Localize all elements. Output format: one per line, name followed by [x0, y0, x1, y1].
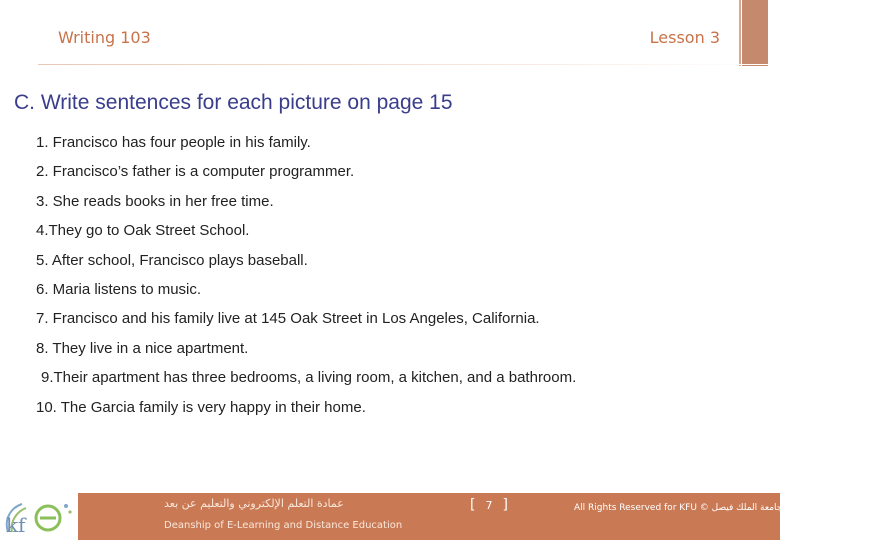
footer-rights: All Rights Reserved for KFU © جميع الحقوق محفوظة لجامعة الملك فيصل: [574, 503, 871, 513]
list-item: 2. Francisco’s father is a computer programmer.: [36, 163, 355, 181]
footer-arabic-deanship: عمادة التعلم الإلكتروني والتعليم عن بعد: [164, 497, 344, 510]
kfu-logo-graphic: [0, 492, 76, 538]
svg-text:f: f: [18, 513, 26, 537]
sentence-list: [36, 132, 576, 426]
list-item: 8. They live in a nice apartment.: [36, 339, 249, 357]
footer-bar: [78, 493, 871, 540]
list-item: 7. Francisco and his family live at 145 Oak Street in Los Angeles, California.: [36, 310, 540, 328]
slide-title: C. Write sentences for each picture on page 15: [14, 91, 453, 114]
footer-deanship: Deanship of E-Learning and Distance Education: [164, 520, 403, 531]
svg-text:k: k: [6, 513, 19, 537]
kfu-logo-icon: [0, 492, 76, 538]
list-item: 1. Francisco has four people in his family.: [36, 134, 311, 151]
list-item: 6. Maria listens to music.: [36, 280, 202, 298]
list-item: 3. She reads books in her free time.: [36, 192, 274, 210]
lesson-label: Lesson 3: [649, 28, 720, 47]
list-item: 4.They go to Oak Street School.: [36, 222, 250, 240]
list-item: 10. The Garcia family is very happy in their home.: [36, 398, 366, 416]
corner-accent-bar: [742, 0, 768, 66]
list-item: 5. After school, Francisco plays baseball.: [36, 251, 308, 269]
page-number: [ 7 ]: [470, 499, 508, 515]
header-divider: [38, 64, 768, 65]
course-title: Writing 103: [58, 28, 151, 47]
list-item: 9.Their apartment has three bedrooms, a living room, a kitchen, and a bathroom.: [41, 369, 577, 387]
